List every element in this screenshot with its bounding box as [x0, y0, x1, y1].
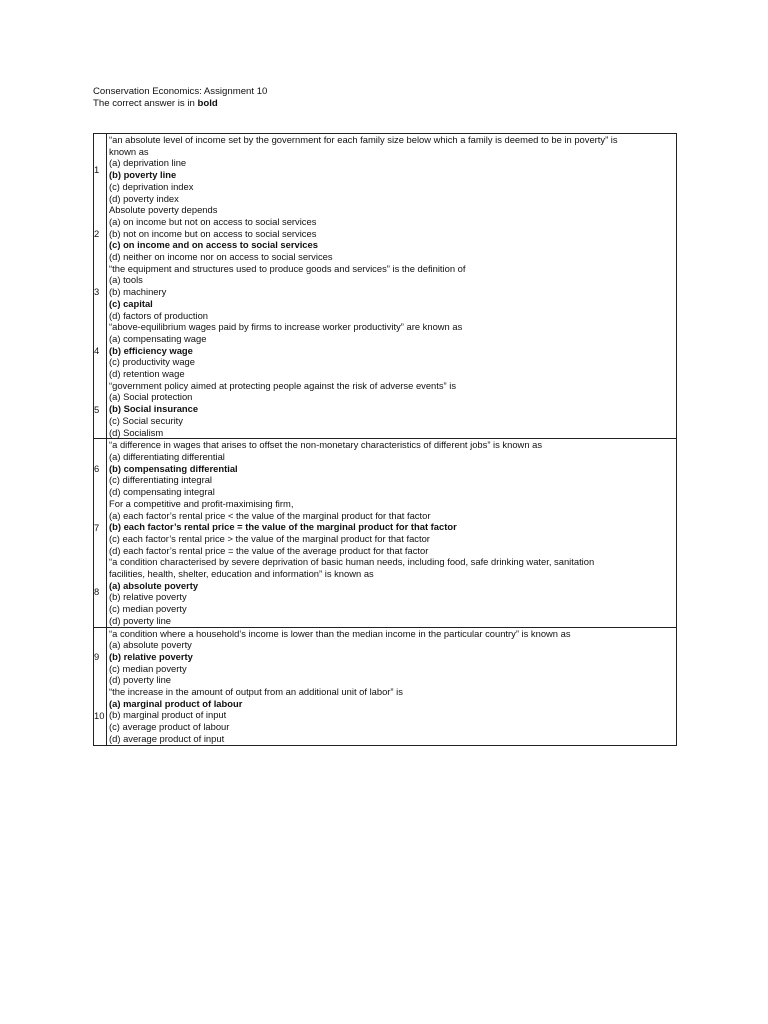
question [94, 439, 676, 498]
correct-answer-line: (c) on income and on access to social services [109, 239, 318, 251]
question-number: 8 [94, 585, 100, 597]
question-line: (c) productivity wage [109, 356, 195, 368]
question-line: Absolute poverty depends [109, 204, 218, 216]
question-line: “above-equilibrium wages paid by firms to increase worker productivity” are known as [109, 321, 463, 333]
question-line: (d) Socialism [109, 426, 164, 438]
question-line: (a) deprivation line [109, 157, 187, 169]
question-lines [107, 556, 676, 626]
block-content [94, 439, 676, 626]
question-line: (d) poverty index [109, 192, 179, 204]
correct-answer-line: (b) efficiency wage [109, 344, 193, 356]
block-content [94, 134, 676, 438]
question-line: (d) compensating integral [109, 486, 215, 498]
question-line: (c) median poverty [109, 662, 187, 674]
question-line: (d) each factor’s rental price = the value of the average product for that factor [109, 544, 429, 556]
correct-answer-line: (a) absolute poverty [109, 579, 199, 591]
answer-note-bold: bold [197, 98, 218, 109]
question-line: “a difference in wages that arises to offset the non-monetary characteristics of different jobs” is known as [109, 439, 543, 451]
document-title: Conservation Economics: Assignment 10 [93, 86, 268, 97]
document-header [93, 86, 267, 110]
block-content [94, 627, 676, 745]
answer-note [93, 98, 267, 110]
question [94, 204, 676, 263]
question-line: (b) machinery [109, 286, 167, 298]
question [94, 262, 676, 322]
question-block [94, 439, 676, 627]
correct-answer-line: (b) each factor’s rental price = the value of the marginal product for that factor [109, 521, 457, 533]
question-line: (a) on income but not on access to social services [109, 215, 317, 227]
question-line: (a) absolute poverty [109, 639, 192, 651]
question-lines [107, 628, 676, 687]
question-line: (c) each factor’s rental price > the value of the marginal product for that factor [109, 532, 430, 544]
question-number: 4 [94, 345, 100, 356]
question [94, 134, 676, 204]
question [94, 497, 676, 557]
question-line: (d) poverty line [109, 614, 172, 626]
question-number: 5 [94, 403, 100, 415]
question-block [94, 134, 676, 439]
correct-answer-line: (a) marginal product of labour [109, 697, 243, 709]
question-line: (b) marginal product of input [109, 709, 227, 721]
question-line: (c) differentiating integral [109, 474, 213, 486]
question-line: “the equipment and structures used to produce goods and services” is the definition of [109, 262, 466, 274]
question-line: (a) compensating wage [109, 332, 207, 344]
question-line: “a condition characterised by severe deprivation of basic human needs, including food, safe drinking water, sanitation [109, 556, 595, 568]
question-line: (c) median poverty [109, 603, 187, 615]
correct-answer-line: (b) relative poverty [109, 650, 193, 662]
correct-answer-line: (b) compensating differential [109, 462, 238, 474]
question-number: 7 [94, 521, 100, 533]
question-line: (a) each factor’s rental price < the value of the marginal product for that factor [109, 509, 431, 521]
question-block [94, 628, 676, 745]
question [94, 379, 676, 439]
question-lines [107, 686, 676, 745]
question-lines [107, 263, 676, 322]
question-line: (d) factors of production [109, 309, 209, 321]
questions-table [93, 133, 677, 746]
question-line: (b) relative poverty [109, 591, 187, 603]
question-line: For a competitive and profit-maximising firm, [109, 497, 294, 509]
question-number: 2 [94, 227, 100, 239]
question-line: (c) deprivation index [109, 180, 194, 192]
question-number: 9 [94, 651, 100, 663]
question-number: 10 [94, 709, 105, 721]
question-number: 3 [94, 286, 100, 298]
question-line: (d) average product of input [109, 732, 225, 744]
question-lines [107, 439, 676, 498]
question-line: (a) differentiating differential [109, 450, 225, 462]
question-lines [107, 380, 676, 439]
question-line: (d) poverty line [109, 674, 172, 686]
question-line: “the increase in the amount of output from an additional unit of labor” is [109, 686, 403, 698]
question [94, 686, 676, 745]
correct-answer-line: (b) poverty line [109, 169, 177, 181]
correct-answer-line: (c) capital [109, 297, 153, 309]
answer-note-text: The correct answer is in [93, 98, 198, 109]
question [94, 321, 676, 380]
question [94, 627, 676, 687]
question-line: (b) not on income but on access to social services [109, 227, 317, 239]
question-line: (c) Social security [109, 414, 183, 426]
correct-answer-line: (b) Social insurance [109, 403, 199, 415]
question-lines [107, 321, 676, 380]
question-line: (a) tools [109, 274, 143, 286]
question-number: 6 [94, 463, 100, 475]
question-line: “an absolute level of income set by the government for each family size below which a family is deemed to be in poverty” is [109, 134, 618, 145]
question [94, 556, 676, 626]
question-line: “government policy aimed at protecting people against the risk of adverse events” is [109, 379, 457, 391]
question-line: (d) neither on income nor on access to social services [109, 251, 333, 263]
question-number: 1 [94, 163, 100, 175]
question-line: (a) Social protection [109, 391, 193, 403]
question-line: “a condition where a household’s income is lower than the median income in the particular country” is known as [109, 627, 571, 639]
question-line: known as [109, 145, 149, 157]
question-lines [107, 134, 676, 204]
question-line: (c) average product of labour [109, 721, 230, 733]
question-lines [107, 204, 676, 263]
question-line: (d) retention wage [109, 368, 185, 380]
question-line: facilities, health, shelter, education and information” is known as [109, 568, 374, 580]
question-lines [107, 498, 676, 557]
